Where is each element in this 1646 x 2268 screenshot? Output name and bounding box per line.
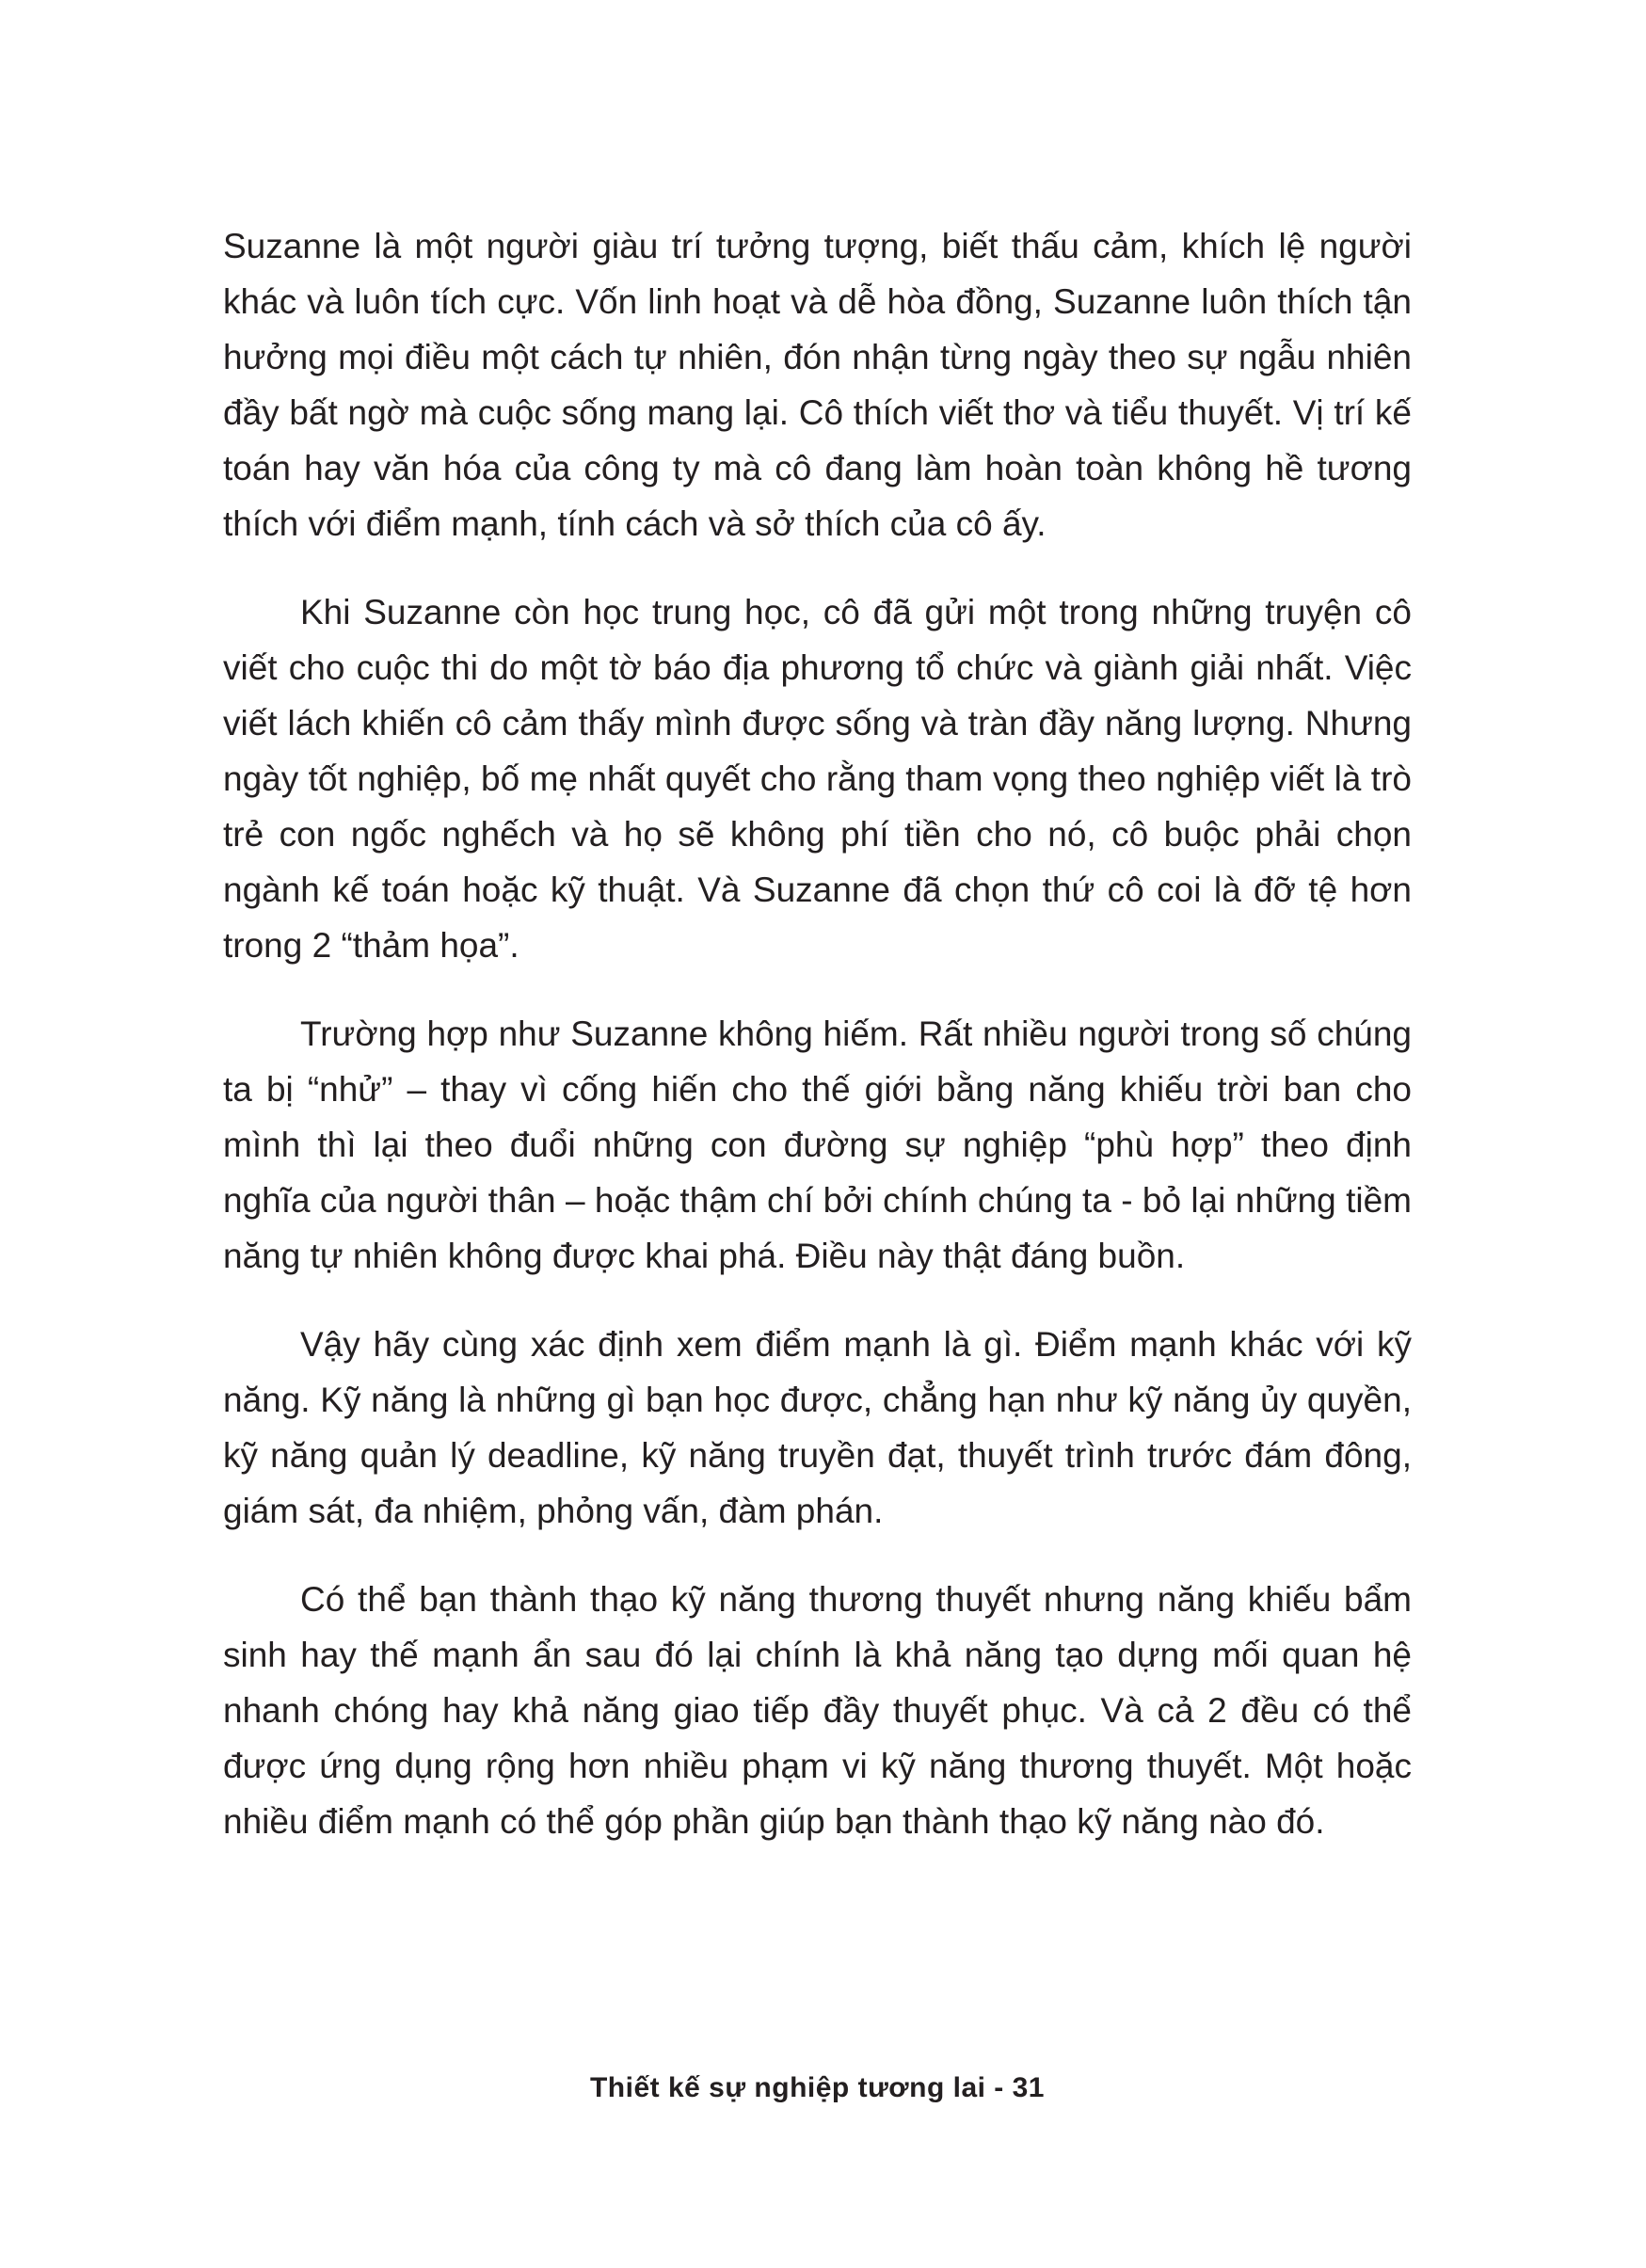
paragraph-suzanne-intro: Suzanne là một người giàu trí tưởng tượng, biết thấu cảm, khích lệ người khác và luôn tích cực. Vốn linh hoạt và dễ hòa đồng, Suzanne luôn thích tận hưởng mọi điều một cách tự nhiên, đón nhận từng ngày theo sự ngẫu nhiên đầy bất ngờ mà cuộc sống mang lại. Cô thích viết thơ và tiểu thuyết. Vị trí kế toán hay văn hóa của công ty mà cô đang làm hoàn toàn không hề tương thích với điểm mạnh, tính cách và sở thích của cô ấy. xyxy=(223,227,1412,543)
page-footer xyxy=(223,2068,1412,2108)
paragraph-suzanne-highschool: Khi Suzanne còn học trung học, cô đã gửi một trong những truyện cô viết cho cuộc thi do một tờ báo địa phương tổ chức và giành giải nhất. Việc viết lách khiến cô cảm thấy mình được sống và tràn đầy năng lượng. Nhưng ngày tốt nghiệp, bố mẹ nhất quyết cho rằng tham vọng theo nghiệp viết là trò trẻ con ngốc nghếch và họ sẽ không phí tiền cho nó, cô buộc phải chọn ngành kế toán hoặc kỹ thuật. Và Suzanne đã chọn thứ cô coi là đỡ tệ hơn trong 2 “thảm họa”. xyxy=(223,593,1412,965)
paragraph-negotiation-example: Có thể bạn thành thạo kỹ năng thương thuyết nhưng năng khiếu bẩm sinh hay thế mạnh ẩn sau đó lại chính là khả năng tạo dựng mối quan hệ nhanh chóng hay khả năng giao tiếp đầy thuyết phục. Và cả 2 đều có thể được ứng dụng rộng hơn nhiều phạm vi kỹ năng thương thuyết. Một hoặc nhiều điểm mạnh có thể góp phần giúp bạn thành thạo kỹ năng nào đó. xyxy=(223,1580,1412,1841)
page-content xyxy=(223,218,1412,1882)
paragraph-common-case: Trường hợp như Suzanne không hiếm. Rất nhiều người trong số chúng ta bị “nhử” – thay vì cống hiến cho thế giới bằng năng khiếu trời ban cho mình thì lại theo đuổi những con đường sự nghiệp “phù hợp” theo định nghĩa của người thân – hoặc thậm chí bởi chính chúng ta - bỏ lại những tiềm năng tự nhiên không được khai phá. Điều này thật đáng buồn. xyxy=(223,1014,1412,1275)
footer-text: Thiết kế sự nghiệp tương lai - 31 xyxy=(589,2072,1045,2103)
paragraph-strengths-vs-skills: Vậy hãy cùng xác định xem điểm mạnh là gì. Điểm mạnh khác với kỹ năng. Kỹ năng là những gì bạn học được, chẳng hạn như kỹ năng ủy quyền, kỹ năng quản lý deadline, kỹ năng truyền đạt, thuyết trình trước đám đông, giám sát, đa nhiệm, phỏng vấn, đàm phán. xyxy=(223,1325,1412,1530)
